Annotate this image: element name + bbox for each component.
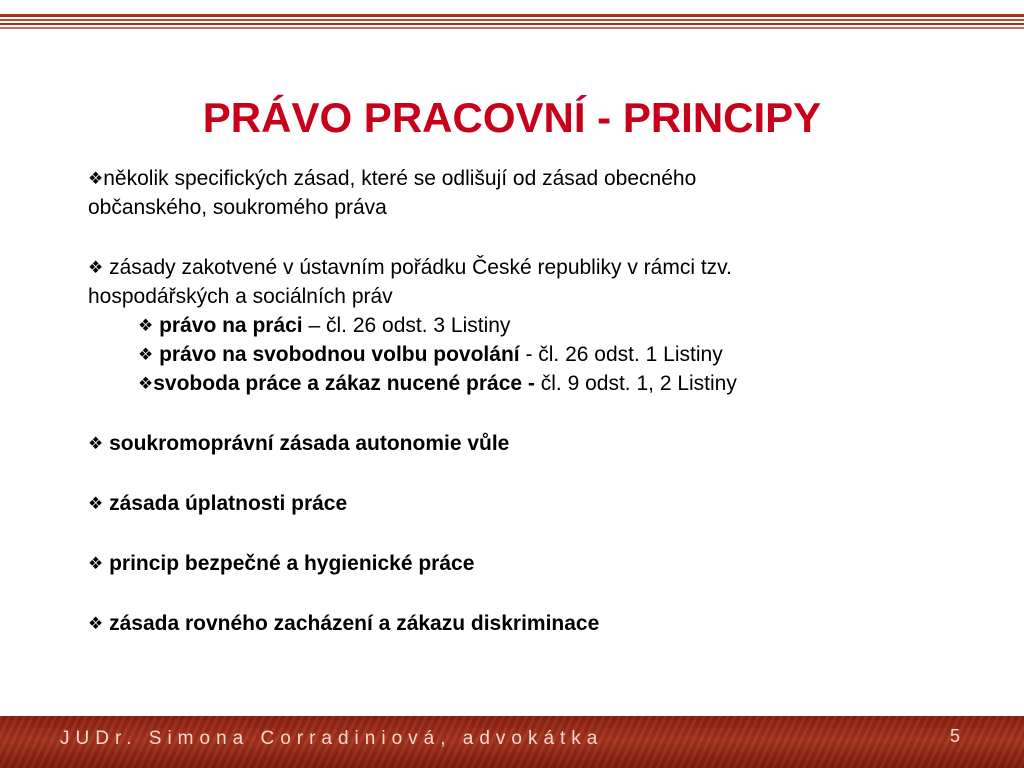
footer-bar [0,716,1024,768]
list-item-5: ❖ princip bezpečné a hygienické práce [88,552,475,575]
diamond-bullet-icon: ❖ [138,345,154,364]
diamond-bullet-icon: ❖ [88,434,104,453]
list-item-4: ❖ zásada úplatnosti práce [88,492,348,515]
page-number: 5 [950,726,961,746]
diamond-bullet-icon: ❖ [138,316,154,335]
diamond-bullet-icon: ❖ [88,554,104,573]
list-item-3: ❖ soukromoprávní zásada autonomie vůle [88,432,510,455]
slide-title: PRÁVO PRACOVNÍ - PRINCIPY [202,94,822,141]
sub-item-3: ❖svoboda práce a zákaz nucené práce - čl. 9 odst. 1, 2 Listiny [138,372,737,395]
diamond-bullet-icon: ❖ [88,258,104,277]
top-decorative-stripes [0,14,1024,30]
sub-item-1: ❖ právo na práci – čl. 26 odst. 3 Listiny [138,314,511,337]
diamond-bullet-icon: ❖ [88,614,104,633]
sub-item-2: ❖ právo na svobodnou volbu povolání - čl. 26 odst. 1 Listiny [138,343,723,366]
diamond-bullet-icon: ❖ [88,494,104,513]
list-item-6: ❖ zásada rovného zacházení a zákazu diskriminace [88,612,600,635]
diamond-bullet-icon: ❖ [88,169,104,188]
diamond-bullet-icon: ❖ [138,374,154,393]
list-item-1: ❖několik specifických zásad, které se odlišují od zásad obecného občanského, soukromého práva [88,167,697,219]
list-item-2: ❖ zásady zakotvené v ústavním pořádku České republiky v rámci tzv. hospodářských a sociálních práv [88,256,732,308]
footer-author: JUDr. Simona Corradiniová, advokátka [60,728,604,749]
slide-body [88,164,988,638]
